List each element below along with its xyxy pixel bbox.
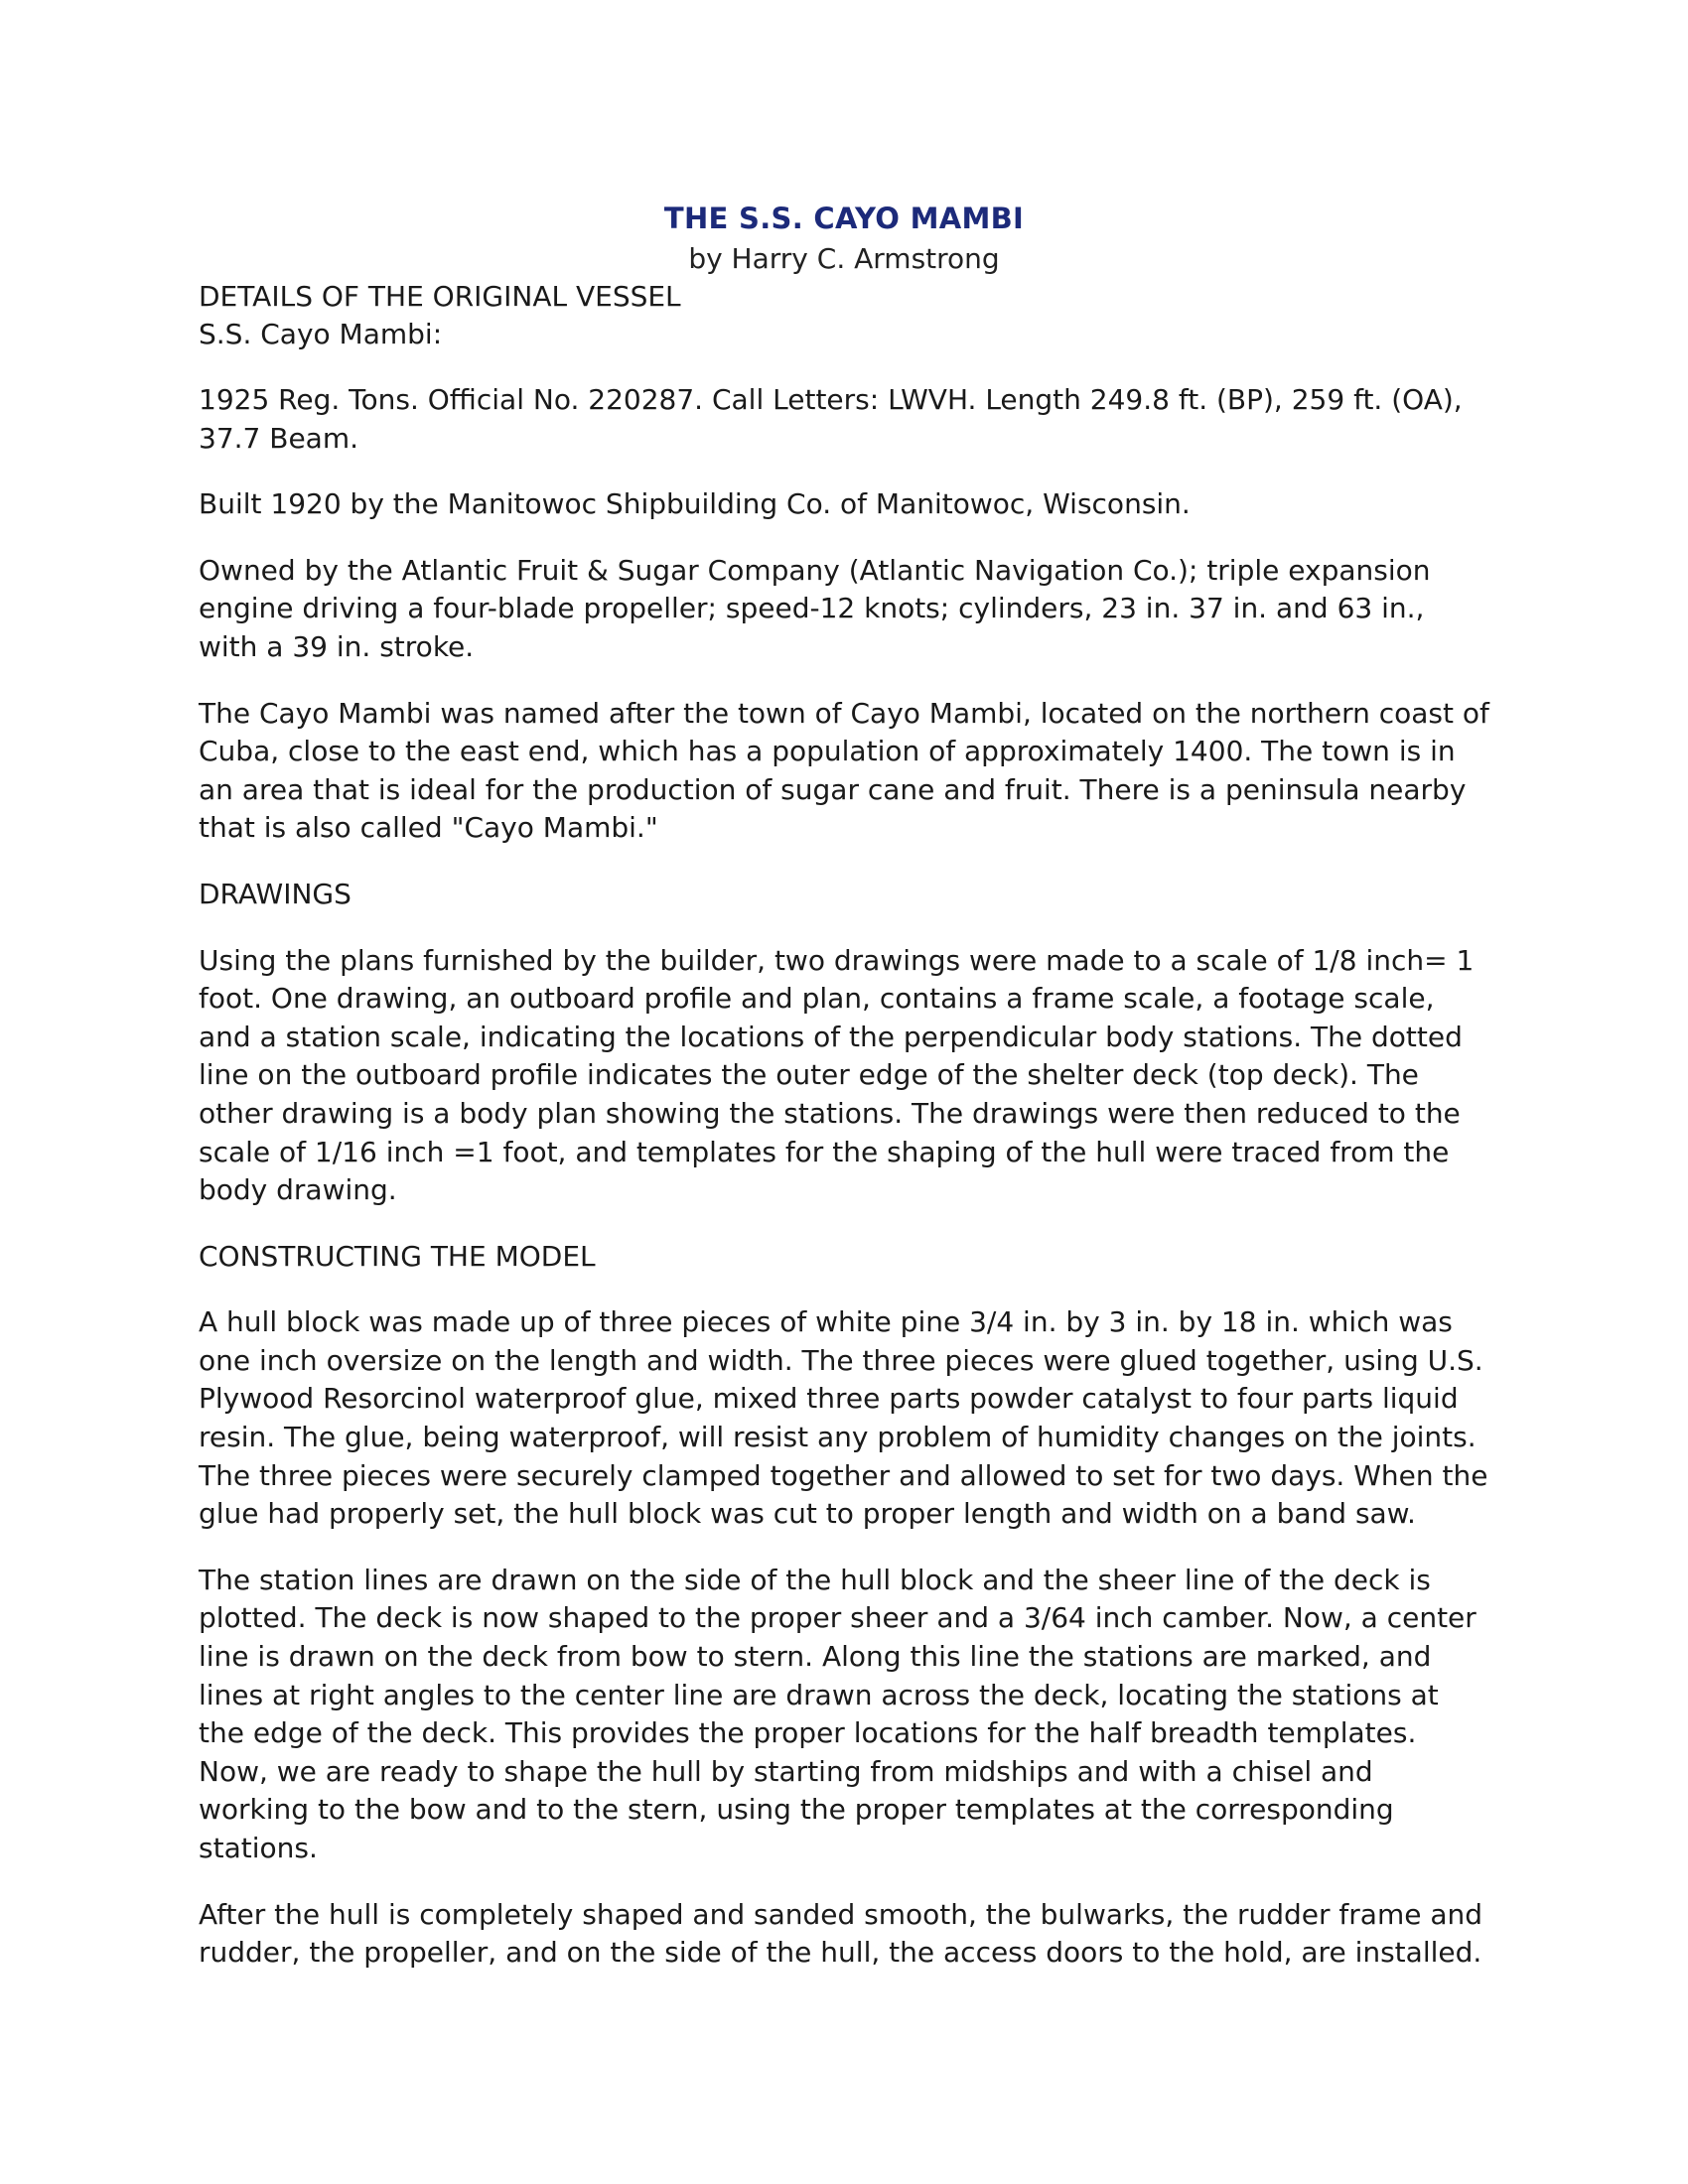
paragraph-hull-block: A hull block was made up of three pieces of white pine 3/4 in. by 3 in. by 18 in. which was one inch oversize on the length and width. The three pieces were glued together, using U.S. Plywood Resorcinol waterproof glue, mixed three parts powder catalyst to four parts liquid resin. The glue, being waterproof, will resist any problem of humidity changes on the joints. The three pieces were securely clamped together and allowed to set for two days. When the glue had properly set, the hull block was cut to proper length and width on a band saw.: [199, 1305, 1488, 1531]
details-heading: DETAILS OF THE ORIGINAL VESSEL: [199, 280, 681, 313]
paragraph-station-lines: The station lines are drawn on the side of the hull block and the sheer line of the deck is plotted. The deck is now shaped to the proper sheer and a 3/64 inch camber. Now, a center line is drawn on the deck from bow to stern. Along this line the stations are marked, and lines at right angles to the center line are drawn across the deck, locating the stations at the edge of the deck. This provides the proper locations for the half breadth templates. Now, we are ready to shape the hull by starting from midships and with a chisel and working to the bow and to the stern, using the proper templates at the corresponding stations.: [199, 1563, 1477, 1864]
vessel-name: S.S. Cayo Mambi:: [199, 318, 443, 350]
document-title: THE S.S. CAYO MAMBI: [663, 202, 1025, 235]
drawings-heading: DRAWINGS: [199, 877, 352, 910]
paragraph-built: Built 1920 by the Manitowoc Shipbuilding Co. of Manitowoc, Wisconsin.: [199, 487, 1191, 521]
paragraph-finishing: After the hull is completely shaped and sanded smooth, the bulwarks, the rudder frame and rudder, the propeller, and on the side of the hull, the access doors to the hold, are installed.: [199, 1897, 1483, 1970]
paragraph-drawings: Using the plans furnished by the builder, two drawings were made to a scale of 1/8 inch= 1 foot. One drawing, an outboard profile and plan, contains a frame scale, a footage scale, and a station scale, indicating the locations of the perpendicular body stations. The dotted line on the outboard profile indicates the outer edge of the shelter deck (top deck). The other drawing is a body plan showing the stations. The drawings were then reduced to the scale of 1/16 inch =1 foot, and templates for the shaping of the hull were traced from the body drawing.: [199, 943, 1475, 1207]
paragraph-owned: Owned by the Atlantic Fruit & Sugar Company (Atlantic Navigation Co.); triple expansion engine driving a four-blade propeller; speed-12 knots; cylinders, 23 in. 37 in. and 63 in., with a 39 in. stroke.: [199, 553, 1431, 663]
constructing-heading: CONSTRUCTING THE MODEL: [199, 1239, 596, 1273]
paragraph-registration: 1925 Reg. Tons. Official No. 220287. Call Letters: LWVH. Length 249.8 ft. (BP), 259 ft. (OA), 37.7 Beam.: [199, 383, 1463, 455]
document-page: [199, 197, 1489, 1973]
paragraph-naming: The Cayo Mambi was named after the town of Cayo Mambi, located on the northern coast of Cuba, close to the east end, which has a population of approximately 1400. The town is in an area that is ideal for the production of sugar cane and fruit. There is a peninsula nearby that is also called "Cayo Mambi.": [199, 696, 1489, 845]
author-byline: by Harry C. Armstrong: [688, 242, 1000, 275]
